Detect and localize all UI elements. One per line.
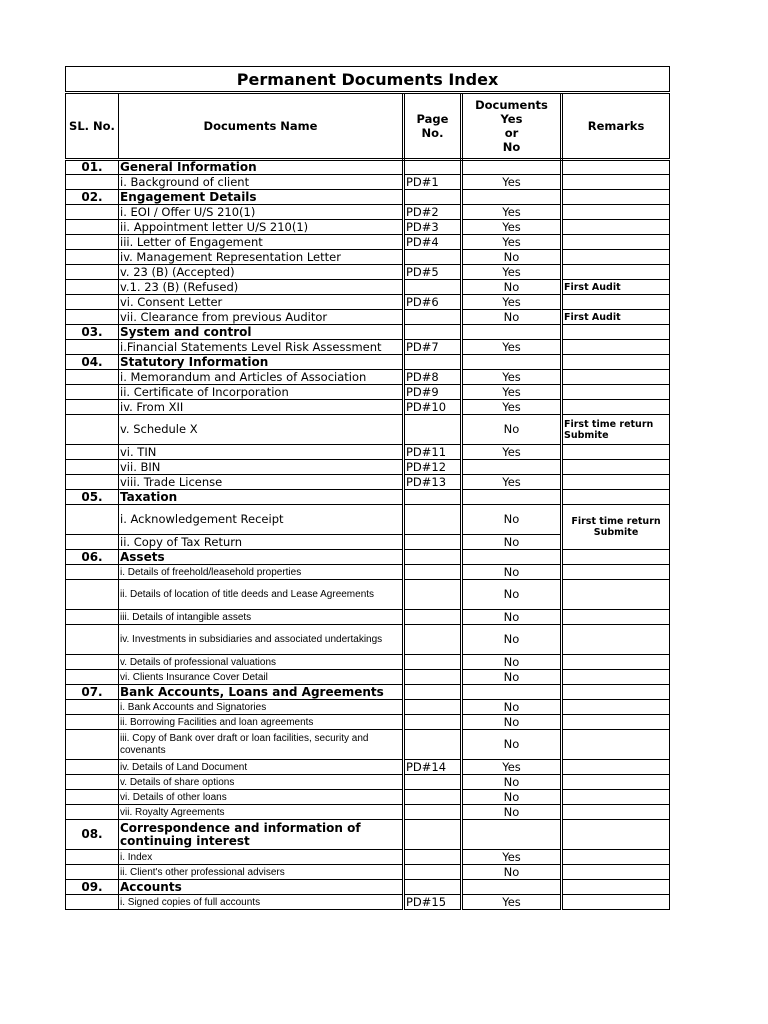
remarks-cell [562, 490, 670, 505]
sl-blank-cell [66, 655, 119, 670]
section-row [66, 160, 670, 175]
sl-blank-cell [66, 625, 119, 655]
documents-yes-no-cell [462, 160, 562, 175]
document-status: Yes [462, 265, 562, 280]
documents-yes-no-cell [462, 820, 562, 850]
sl-blank-cell [66, 205, 119, 220]
documents-yes-no-cell [462, 685, 562, 700]
page-number [404, 610, 462, 625]
remark [562, 865, 670, 880]
document-row [66, 295, 670, 310]
page-number: PD#10 [404, 400, 462, 415]
remarks-cell [562, 160, 670, 175]
section-row [66, 190, 670, 205]
sl-blank-cell [66, 730, 119, 760]
sl-blank-cell [66, 385, 119, 400]
section-title: Assets [119, 550, 404, 565]
sl-blank-cell [66, 895, 119, 910]
sl-blank-cell [66, 235, 119, 250]
document-name: iv. Management Representation Letter [119, 250, 404, 265]
page-number [404, 775, 462, 790]
document-row [66, 850, 670, 865]
document-status: No [462, 535, 562, 550]
document-row [66, 565, 670, 580]
sl-blank-cell [66, 805, 119, 820]
remark [562, 760, 670, 775]
remark [562, 205, 670, 220]
document-name: iv. From XII [119, 400, 404, 415]
document-status: No [462, 790, 562, 805]
document-row [66, 505, 670, 535]
document-row [66, 700, 670, 715]
document-name: viii. Trade License [119, 475, 404, 490]
sl-blank-cell [66, 760, 119, 775]
remarks-cell [562, 190, 670, 205]
document-row [66, 385, 670, 400]
document-name: vii. Royalty Agreements [119, 805, 404, 820]
page-number: PD#6 [404, 295, 462, 310]
document-status: Yes [462, 400, 562, 415]
header-sl-no: SL. No. [66, 93, 119, 160]
documents-yes-no-cell [462, 550, 562, 565]
document-name: ii. Details of location of title deeds and Lease Agreements [119, 580, 404, 610]
page-number: PD#11 [404, 445, 462, 460]
document-status: No [462, 610, 562, 625]
section-number: 06. [66, 550, 119, 565]
document-status: No [462, 580, 562, 610]
page-number [404, 565, 462, 580]
document-name: iii. Copy of Bank over draft or loan facilities, security and covenants [119, 730, 404, 760]
sl-blank-cell [66, 790, 119, 805]
page-no-cell [404, 490, 462, 505]
page-number [404, 580, 462, 610]
documents-index-table [65, 66, 670, 910]
remarks-cell [562, 325, 670, 340]
document-row [66, 580, 670, 610]
document-row [66, 445, 670, 460]
section-number: 07. [66, 685, 119, 700]
document-name: iii. Letter of Engagement [119, 235, 404, 250]
document-row [66, 370, 670, 385]
page-number: PD#7 [404, 340, 462, 355]
documents-index-sheet [65, 66, 669, 910]
sl-blank-cell [66, 580, 119, 610]
sl-blank-cell [66, 700, 119, 715]
document-name: vi. Details of other loans [119, 790, 404, 805]
remark [562, 295, 670, 310]
page-number [404, 670, 462, 685]
section-title: Taxation [119, 490, 404, 505]
document-row [66, 310, 670, 325]
page-number: PD#15 [404, 895, 462, 910]
document-row [66, 790, 670, 805]
page-no-cell [404, 880, 462, 895]
page-title: Permanent Documents Index [66, 67, 670, 93]
document-status: Yes [462, 850, 562, 865]
document-status: No [462, 310, 562, 325]
page-number [404, 655, 462, 670]
document-status: No [462, 805, 562, 820]
section-title: General Information [119, 160, 404, 175]
document-status: No [462, 505, 562, 535]
sl-blank-cell [66, 865, 119, 880]
documents-yes-no-cell [462, 190, 562, 205]
remark [562, 445, 670, 460]
page-number [404, 790, 462, 805]
section-title: Engagement Details [119, 190, 404, 205]
page-number [404, 700, 462, 715]
document-name: ii. Certificate of Incorporation [119, 385, 404, 400]
remark [562, 895, 670, 910]
sl-blank-cell [66, 280, 119, 295]
remarks-cell [562, 355, 670, 370]
remark [562, 655, 670, 670]
remark [562, 385, 670, 400]
page-number: PD#8 [404, 370, 462, 385]
documents-yes-no-cell [462, 880, 562, 895]
sl-blank-cell [66, 175, 119, 190]
remarks-cell [562, 550, 670, 565]
document-status: No [462, 655, 562, 670]
document-status: Yes [462, 340, 562, 355]
document-name: v. Details of professional valuations [119, 655, 404, 670]
page-number [404, 805, 462, 820]
document-status: Yes [462, 445, 562, 460]
document-row [66, 775, 670, 790]
document-status: Yes [462, 220, 562, 235]
remark [562, 805, 670, 820]
remark: First time return Submite [562, 415, 670, 445]
page-number: PD#3 [404, 220, 462, 235]
page-number: PD#9 [404, 385, 462, 400]
sl-blank-cell [66, 460, 119, 475]
document-status: No [462, 565, 562, 580]
remark [562, 580, 670, 610]
remark [562, 475, 670, 490]
page-number [404, 865, 462, 880]
document-status: No [462, 730, 562, 760]
remark [562, 220, 670, 235]
section-number: 01. [66, 160, 119, 175]
document-row [66, 175, 670, 190]
document-status: Yes [462, 475, 562, 490]
remark [562, 235, 670, 250]
sl-blank-cell [66, 850, 119, 865]
remarks-cell [562, 685, 670, 700]
documents-yes-no-cell [462, 355, 562, 370]
document-row [66, 760, 670, 775]
document-status: Yes [462, 760, 562, 775]
sl-blank-cell [66, 775, 119, 790]
page-number [404, 280, 462, 295]
document-row [66, 610, 670, 625]
section-number: 09. [66, 880, 119, 895]
page-number: PD#2 [404, 205, 462, 220]
document-status: No [462, 775, 562, 790]
page-no-cell [404, 685, 462, 700]
section-row [66, 325, 670, 340]
document-row [66, 415, 670, 445]
document-status: No [462, 865, 562, 880]
document-name: v.1. 23 (B) (Refused) [119, 280, 404, 295]
document-status: Yes [462, 235, 562, 250]
page-no-cell [404, 355, 462, 370]
document-name: i. Acknowledgement Receipt [119, 505, 404, 535]
sl-blank-cell [66, 670, 119, 685]
page-number [404, 310, 462, 325]
document-status: No [462, 625, 562, 655]
page-number: PD#13 [404, 475, 462, 490]
section-number: 03. [66, 325, 119, 340]
page-no-cell [404, 160, 462, 175]
section-row [66, 820, 670, 850]
document-name: ii. Client's other professional advisers [119, 865, 404, 880]
remarks-cell [562, 880, 670, 895]
remark [562, 775, 670, 790]
document-name: vi. TIN [119, 445, 404, 460]
document-row [66, 220, 670, 235]
header-documents-yes-no: Documents Yes or No [462, 93, 562, 160]
page-number [404, 535, 462, 550]
document-name: ii. Borrowing Facilities and loan agreements [119, 715, 404, 730]
document-row [66, 235, 670, 250]
sl-blank-cell [66, 265, 119, 280]
sl-blank-cell [66, 400, 119, 415]
document-name: i. Memorandum and Articles of Association [119, 370, 404, 385]
document-status: No [462, 700, 562, 715]
document-row [66, 400, 670, 415]
document-row [66, 670, 670, 685]
document-row [66, 655, 670, 670]
document-row [66, 730, 670, 760]
documents-yes-no-cell [462, 490, 562, 505]
document-name: iii. Details of intangible assets [119, 610, 404, 625]
document-status: No [462, 715, 562, 730]
document-row [66, 205, 670, 220]
remark [562, 850, 670, 865]
remark [562, 565, 670, 580]
document-row [66, 265, 670, 280]
document-name: vii. BIN [119, 460, 404, 475]
sl-blank-cell [66, 295, 119, 310]
documents-yes-no-cell [462, 325, 562, 340]
document-status [462, 460, 562, 475]
page-number [404, 415, 462, 445]
section-number: 04. [66, 355, 119, 370]
document-name: ii. Copy of Tax Return [119, 535, 404, 550]
section-title: Accounts [119, 880, 404, 895]
header-remarks: Remarks [562, 93, 670, 160]
remark [562, 730, 670, 760]
document-name: i. Details of freehold/leasehold properties [119, 565, 404, 580]
page-no-cell [404, 325, 462, 340]
section-number: 02. [66, 190, 119, 205]
document-name: i. Background of client [119, 175, 404, 190]
page-number [404, 250, 462, 265]
document-status: Yes [462, 205, 562, 220]
sl-blank-cell [66, 415, 119, 445]
remark [562, 250, 670, 265]
document-name: i. Signed copies of full accounts [119, 895, 404, 910]
section-number: 08. [66, 820, 119, 850]
section-number: 05. [66, 490, 119, 505]
sl-blank-cell [66, 505, 119, 535]
sl-blank-cell [66, 250, 119, 265]
document-row [66, 340, 670, 355]
document-row [66, 250, 670, 265]
document-status: No [462, 250, 562, 265]
section-row [66, 550, 670, 565]
document-name: i. Bank Accounts and Signatories [119, 700, 404, 715]
section-row [66, 490, 670, 505]
sl-blank-cell [66, 475, 119, 490]
page-number: PD#5 [404, 265, 462, 280]
remark [562, 625, 670, 655]
remark [562, 670, 670, 685]
document-name: i. EOI / Offer U/S 210(1) [119, 205, 404, 220]
remark [562, 790, 670, 805]
document-name: v. Schedule X [119, 415, 404, 445]
sl-blank-cell [66, 220, 119, 235]
page-number: PD#14 [404, 760, 462, 775]
document-name: vi. Consent Letter [119, 295, 404, 310]
remark [562, 175, 670, 190]
remark: First time return Submite [562, 505, 670, 550]
page-number: PD#4 [404, 235, 462, 250]
section-title: Statutory Information [119, 355, 404, 370]
section-row [66, 685, 670, 700]
document-status: Yes [462, 895, 562, 910]
document-name: v. Details of share options [119, 775, 404, 790]
sl-blank-cell [66, 715, 119, 730]
remarks-cell [562, 820, 670, 850]
page-number [404, 505, 462, 535]
page-number [404, 625, 462, 655]
remark [562, 460, 670, 475]
sl-blank-cell [66, 535, 119, 550]
remark [562, 340, 670, 355]
remark: First Audit [562, 280, 670, 295]
remark [562, 370, 670, 385]
section-row [66, 355, 670, 370]
sl-blank-cell [66, 310, 119, 325]
document-row [66, 895, 670, 910]
page-number: PD#12 [404, 460, 462, 475]
document-name: v. 23 (B) (Accepted) [119, 265, 404, 280]
header-documents-name: Documents Name [119, 93, 404, 160]
document-status: No [462, 415, 562, 445]
header-page-no: Page No. [404, 93, 462, 160]
section-title: Bank Accounts, Loans and Agreements [119, 685, 404, 700]
document-name: ii. Appointment letter U/S 210(1) [119, 220, 404, 235]
section-title: Correspondence and information of continuing interest [119, 820, 404, 850]
document-row [66, 715, 670, 730]
page-number [404, 715, 462, 730]
document-status: Yes [462, 385, 562, 400]
remark [562, 265, 670, 280]
document-status: Yes [462, 295, 562, 310]
document-row [66, 865, 670, 880]
remark [562, 610, 670, 625]
document-status: No [462, 280, 562, 295]
document-name: i. Index [119, 850, 404, 865]
document-status: No [462, 670, 562, 685]
remark [562, 715, 670, 730]
page-number [404, 730, 462, 760]
remark [562, 400, 670, 415]
sl-blank-cell [66, 445, 119, 460]
section-row [66, 880, 670, 895]
sl-blank-cell [66, 370, 119, 385]
document-name: iv. Investments in subsidiaries and associated undertakings [119, 625, 404, 655]
remark: First Audit [562, 310, 670, 325]
document-row [66, 280, 670, 295]
document-row [66, 805, 670, 820]
document-status: Yes [462, 370, 562, 385]
page-no-cell [404, 820, 462, 850]
document-row [66, 625, 670, 655]
sl-blank-cell [66, 340, 119, 355]
remark [562, 700, 670, 715]
document-name: i.Financial Statements Level Risk Assessment [119, 340, 404, 355]
page-no-cell [404, 190, 462, 205]
document-name: vii. Clearance from previous Auditor [119, 310, 404, 325]
document-name: vi. Clients Insurance Cover Detail [119, 670, 404, 685]
document-name: iv. Details of Land Document [119, 760, 404, 775]
page-number [404, 850, 462, 865]
document-row [66, 460, 670, 475]
document-status: Yes [462, 175, 562, 190]
section-title: System and control [119, 325, 404, 340]
page-no-cell [404, 550, 462, 565]
page-number: PD#1 [404, 175, 462, 190]
sl-blank-cell [66, 610, 119, 625]
sl-blank-cell [66, 565, 119, 580]
document-row [66, 475, 670, 490]
